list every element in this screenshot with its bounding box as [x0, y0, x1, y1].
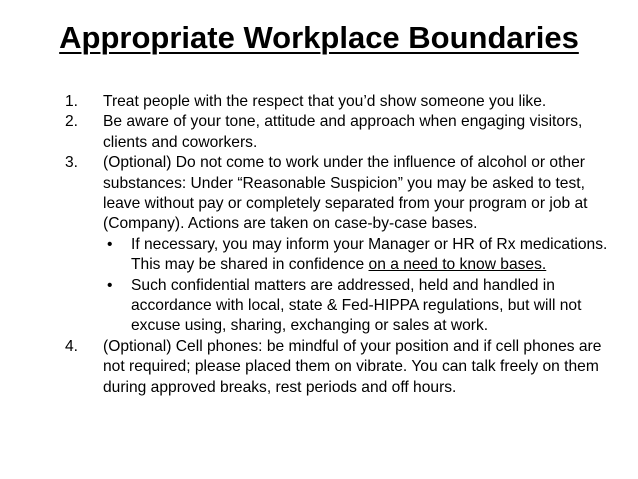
page-title: Appropriate Workplace Boundaries: [59, 20, 579, 55]
list-item: [65, 153, 625, 337]
bullet-icon: •: [107, 276, 113, 294]
sub-list-item: [103, 235, 625, 276]
list-item-number: 2.: [65, 113, 79, 131]
list-item-number: 1.: [65, 93, 79, 110]
list-item-number: 4.: [65, 337, 79, 355]
list-item-text: (Optional) Do not come to work under the influence of alcohol or other substances: Under “Reasonable Suspicion” you may be asked to test, leave without pay or completely separated from your program or job at (Company). Actions are taken on case-by-case bases.: [103, 154, 588, 233]
list-item-text: (Optional) Cell phones: be mindful of your position and if cell phones are not required; please placed them on vibrate. You can talk freely on them during approved breaks, rest periods and off hours.: [103, 337, 602, 396]
list-item: [65, 337, 625, 398]
list-item-text: Treat people with the respect that you’d show someone you like.: [103, 93, 547, 110]
sub-list-item-text: If necessary, you may inform your Manager or HR of Rx medications. This may be shared in confidence: [131, 235, 608, 274]
list-item-text: Be aware of your tone, attitude and approach when engaging visitors, clients and coworkers.: [103, 113, 583, 151]
sub-list-item-text: Such confidential matters are addressed, held and handled in accordance with local, state & Fed-HIPPA regulations, but will not excuse using, sharing, exchanging or sales at work.: [131, 276, 582, 335]
need-to-know-text: on a need to know bases.: [368, 256, 547, 274]
bullet-icon: •: [107, 235, 113, 253]
boundaries-list: [65, 92, 625, 398]
sub-list-item: [103, 276, 625, 337]
list-item: [65, 92, 625, 112]
list-item: [65, 112, 625, 153]
list-item-number: 3.: [65, 154, 79, 172]
